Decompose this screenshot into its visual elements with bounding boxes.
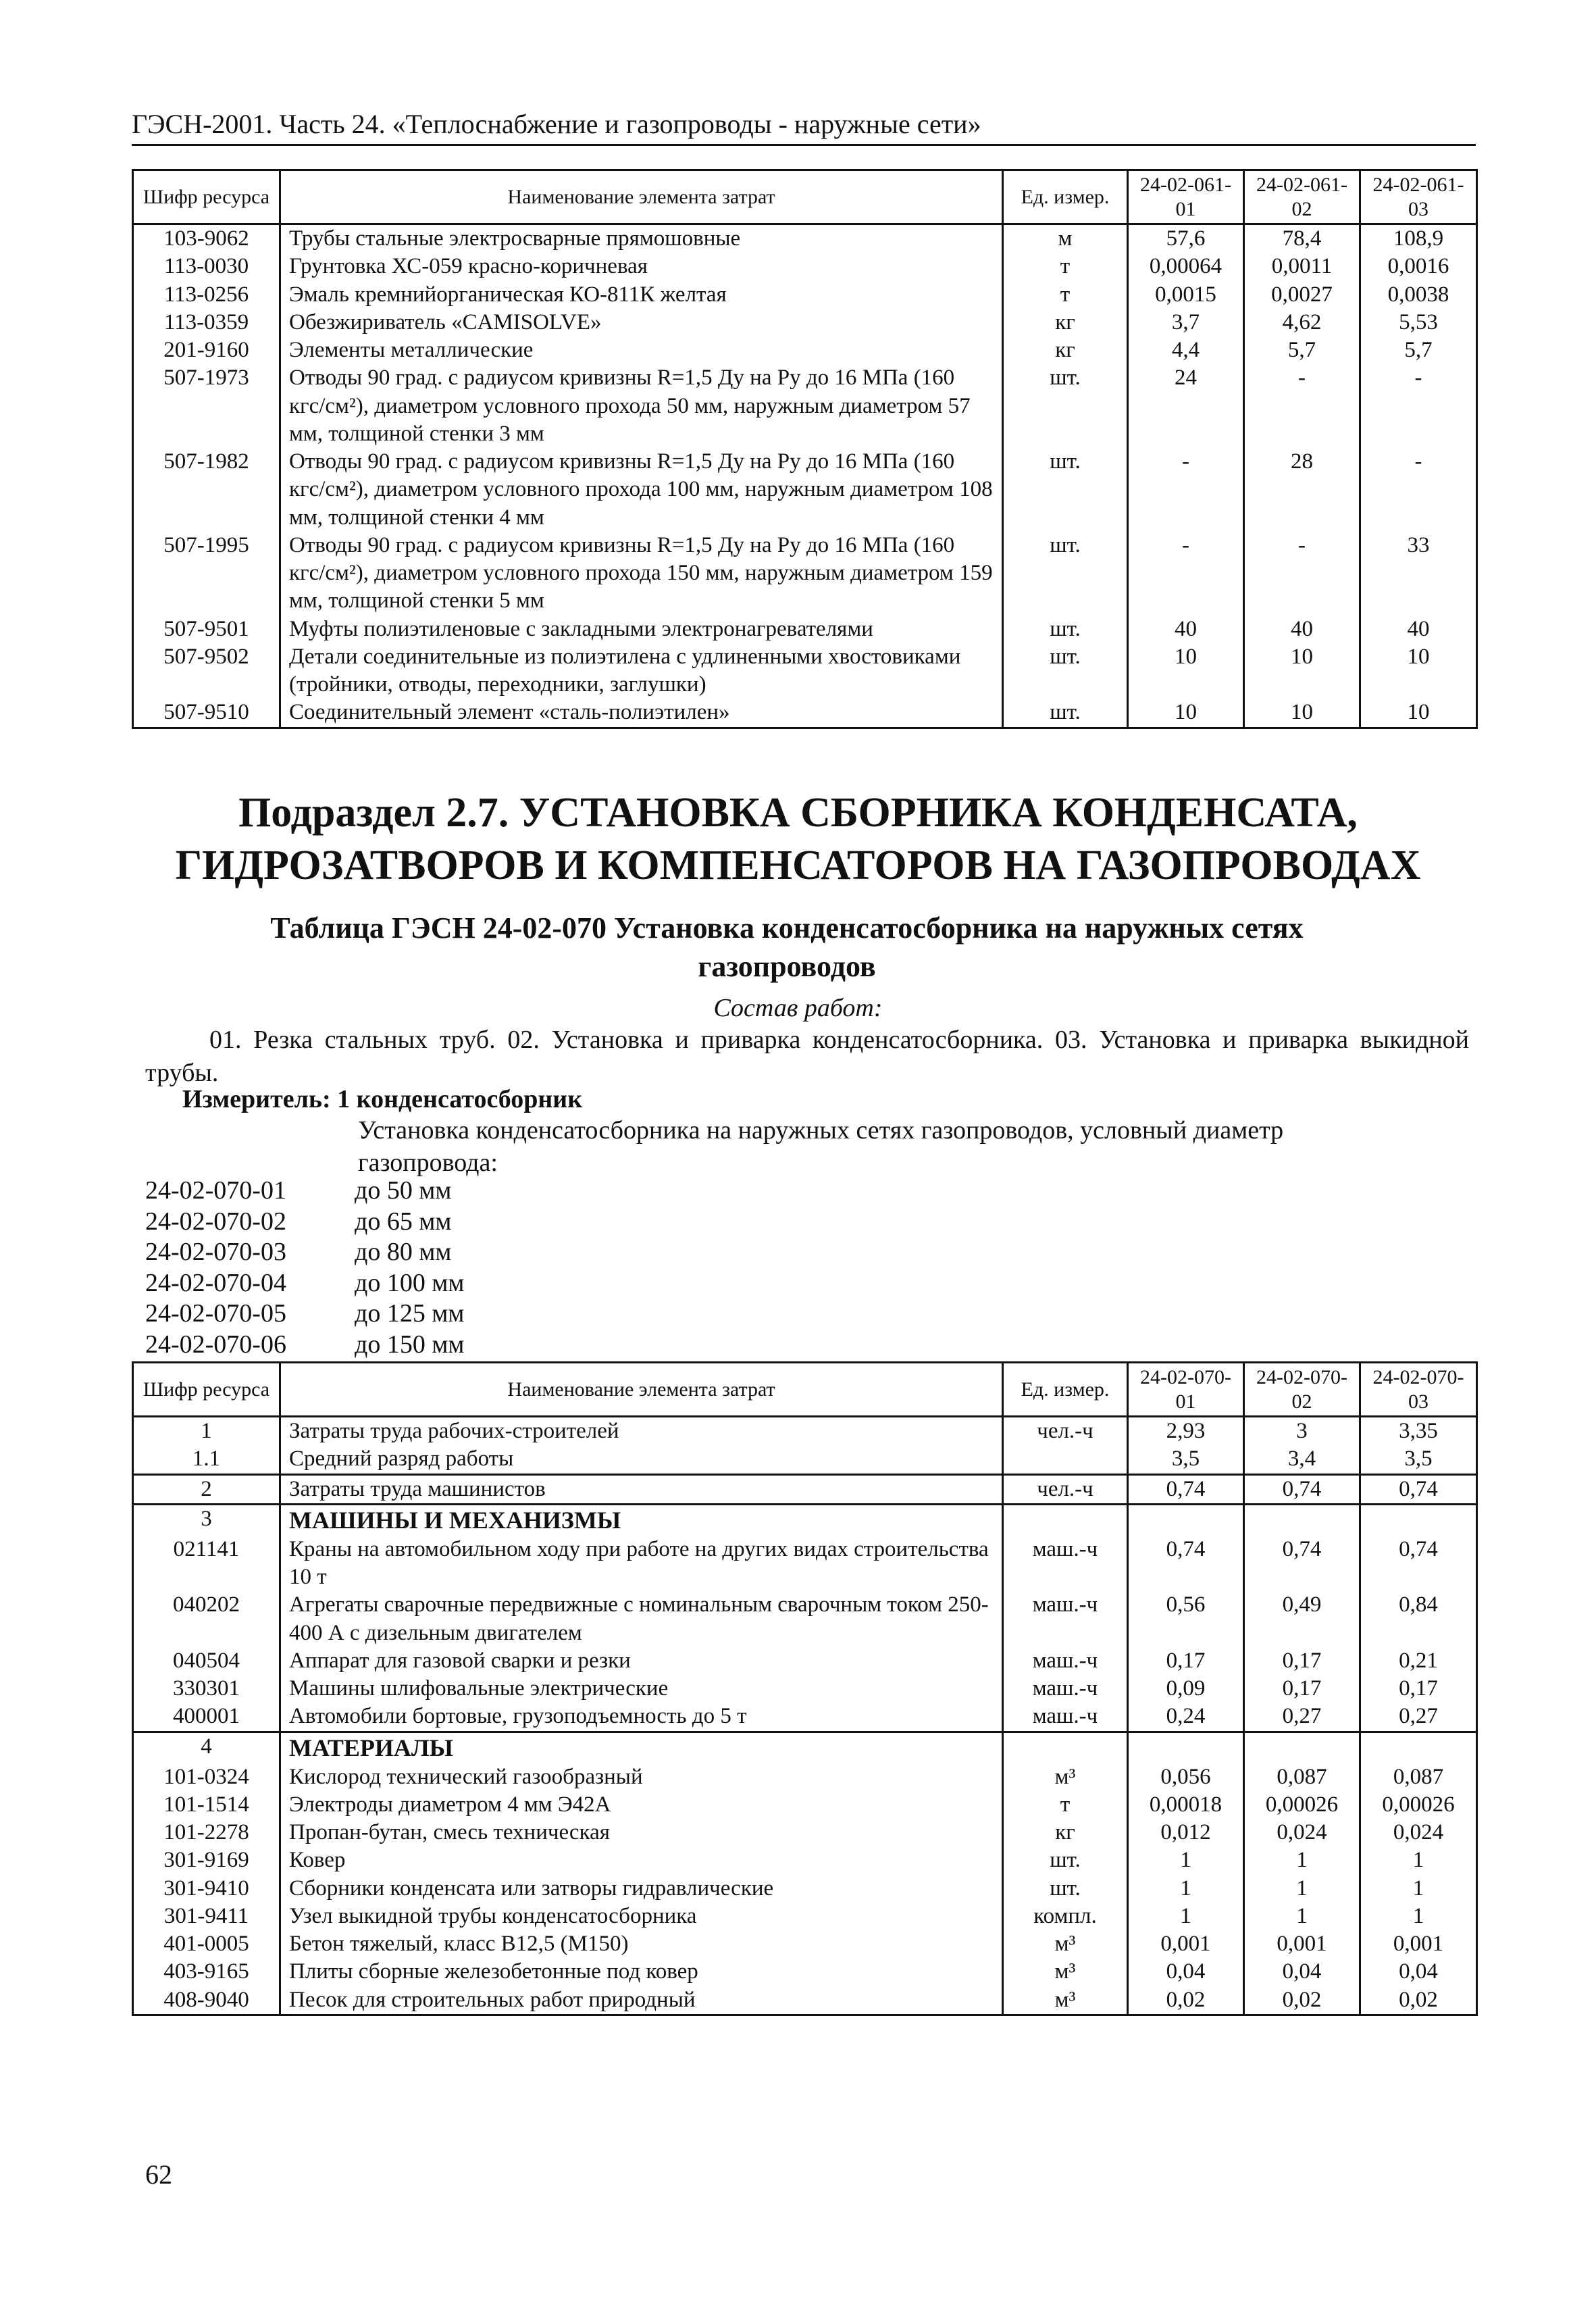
- resource-code: 113-0256: [133, 281, 280, 309]
- resource-code: 201-9160: [133, 336, 280, 364]
- value-col2: 0,02: [1244, 1986, 1360, 2015]
- resource-name: Затраты труда машинистов: [280, 1474, 1003, 1504]
- header-code: Шифр ресурса: [133, 1363, 280, 1417]
- resource-code: 330301: [133, 1675, 280, 1703]
- unit-cell: т: [1003, 1791, 1128, 1819]
- table-title-line1: Таблица ГЭСН 24-02-070 Установка конденсатосборника на наружных сетях: [270, 911, 1304, 945]
- table-row: [133, 1504, 1477, 1536]
- unit-cell: т: [1003, 253, 1128, 280]
- resource-code: 040504: [133, 1647, 280, 1675]
- value-col3: 1: [1360, 1846, 1477, 1874]
- unit-cell: маш.-ч: [1003, 1591, 1128, 1647]
- resource-code: 301-9410: [133, 1875, 280, 1903]
- resource-name: Элементы металлические: [280, 336, 1003, 364]
- unit-cell: м³: [1003, 1930, 1128, 1958]
- resource-name: Кислород технический газообразный: [280, 1763, 1003, 1791]
- resource-code: 4: [133, 1732, 280, 1763]
- table-row: [133, 364, 1477, 448]
- unit-cell: кг: [1003, 309, 1128, 336]
- table-row: [133, 1591, 1477, 1647]
- unit-cell: шт.: [1003, 1846, 1128, 1874]
- table-row: [133, 1986, 1477, 2015]
- unit-cell: шт.: [1003, 643, 1128, 699]
- code-list: [145, 1176, 464, 1360]
- resource-code: 401-0005: [133, 1930, 280, 1958]
- table-header-row: [133, 170, 1477, 224]
- resource-code: 507-9510: [133, 699, 280, 728]
- table-body: [133, 224, 1477, 728]
- unit-cell: м³: [1003, 1986, 1128, 2015]
- value-col1: -: [1128, 448, 1244, 532]
- value-col1: [1128, 1504, 1244, 1536]
- norm-description: до 100 мм: [355, 1268, 465, 1297]
- resource-name: Узел выкидной трубы конденсатосборника: [280, 1903, 1003, 1930]
- code-list-item: [145, 1330, 464, 1361]
- value-col3: 10: [1360, 699, 1477, 728]
- unit-cell: шт.: [1003, 1875, 1128, 1903]
- unit-cell: кг: [1003, 336, 1128, 364]
- resource-name: Отводы 90 град. с радиусом кривизны R=1,5 Ду на Ру до 16 МПа (160 кгс/см²), диаметром условного прохода 50 мм, наружным диаметром 57 мм, толщиной стенки 3 мм: [280, 364, 1003, 448]
- resource-code: 403-9165: [133, 1958, 280, 1986]
- header-col3: 24-02-061-03: [1360, 170, 1477, 224]
- value-col2: 10: [1244, 643, 1360, 699]
- table-row: [133, 1763, 1477, 1791]
- value-col1: [1128, 1732, 1244, 1763]
- unit-cell: шт.: [1003, 532, 1128, 615]
- value-col2: -: [1244, 532, 1360, 615]
- value-col3: 3,5: [1360, 1445, 1477, 1474]
- value-col2: 3,4: [1244, 1445, 1360, 1474]
- value-col1: 10: [1128, 699, 1244, 728]
- unit-cell: [1003, 1732, 1128, 1763]
- table-header-row: [133, 1363, 1477, 1417]
- unit-cell: м³: [1003, 1958, 1128, 1986]
- resource-name: Детали соединительные из полиэтилена с удлиненными хвостовиками (тройники, отводы, переходники, заглушки): [280, 643, 1003, 699]
- resource-name: Агрегаты сварочные передвижные с номинальным сварочным током 250-400 А с дизельным двигателем: [280, 1591, 1003, 1647]
- header-unit: Ед. измер.: [1003, 170, 1128, 224]
- resource-name: Аппарат для газовой сварки и резки: [280, 1647, 1003, 1675]
- value-col2: 1: [1244, 1875, 1360, 1903]
- table-row: [133, 1903, 1477, 1930]
- norm-code: 24-02-070-03: [145, 1238, 286, 1266]
- table-title-line2: газопроводов: [698, 950, 876, 984]
- resource-name: Затраты труда рабочих-строителей: [280, 1417, 1003, 1446]
- table-row: [133, 1675, 1477, 1703]
- resource-code: 507-1982: [133, 448, 280, 532]
- section-title-line2: ГИДРОЗАТВОРОВ И КОМПЕНСАТОРОВ НА ГАЗОПРОВОДАХ: [175, 842, 1421, 888]
- resource-code: 400001: [133, 1703, 280, 1732]
- table-row: [133, 699, 1477, 728]
- norm-description: до 125 мм: [355, 1299, 465, 1328]
- header-unit: Ед. измер.: [1003, 1363, 1128, 1417]
- value-col2: 28: [1244, 448, 1360, 532]
- value-col3: 0,001: [1360, 1930, 1477, 1958]
- resource-code: 1: [133, 1417, 280, 1446]
- value-col1: 0,04: [1128, 1958, 1244, 1986]
- value-col1: 0,17: [1128, 1647, 1244, 1675]
- unit-cell: шт.: [1003, 448, 1128, 532]
- unit-cell: маш.-ч: [1003, 1703, 1128, 1732]
- unit-cell: шт.: [1003, 615, 1128, 643]
- norm-description: до 150 мм: [355, 1330, 465, 1359]
- value-col3: 0,02: [1360, 1986, 1477, 2015]
- table-row: [133, 309, 1477, 336]
- resource-name: Эмаль кремнийорганическая КО-811К желтая: [280, 281, 1003, 309]
- value-col1: 0,02: [1128, 1986, 1244, 2015]
- table-row: [133, 532, 1477, 615]
- table-row: [133, 1647, 1477, 1675]
- value-col3: 0,74: [1360, 1474, 1477, 1504]
- value-col2: 3: [1244, 1417, 1360, 1446]
- table-row: [133, 281, 1477, 309]
- value-col2: [1244, 1504, 1360, 1536]
- value-col3: -: [1360, 448, 1477, 532]
- resource-code: 507-9502: [133, 643, 280, 699]
- value-col1: 0,00064: [1128, 253, 1244, 280]
- norm-description: до 50 мм: [355, 1176, 452, 1205]
- resource-name: Муфты полиэтиленовые с закладными электронагревателями: [280, 615, 1003, 643]
- header-col1: 24-02-061-01: [1128, 170, 1244, 224]
- resource-name: Машины шлифовальные электрические: [280, 1675, 1003, 1703]
- norm-code: 24-02-070-02: [145, 1207, 286, 1236]
- table-row: [133, 615, 1477, 643]
- works-text: 01. Резка стальных труб. 02. Установка и приварка конденсатосборника. 03. Установка и приварка выкидной трубы.: [145, 1026, 1469, 1088]
- value-col2: 0,74: [1244, 1536, 1360, 1592]
- norm-code: 24-02-070-05: [145, 1299, 286, 1328]
- value-col3: [1360, 1504, 1477, 1536]
- norm-code: 24-02-070-06: [145, 1330, 286, 1359]
- table-row: [133, 1445, 1477, 1474]
- unit-cell: м³: [1003, 1763, 1128, 1791]
- resource-name: Ковер: [280, 1846, 1003, 1874]
- resource-name: МАШИНЫ И МЕХАНИЗМЫ: [280, 1504, 1003, 1536]
- resource-name: Обезжириватель «CAMISOLVE»: [280, 309, 1003, 336]
- resource-table-061: [132, 169, 1478, 729]
- unit-cell: кг: [1003, 1819, 1128, 1846]
- value-col2: 10: [1244, 699, 1360, 728]
- table-title: [145, 909, 1428, 986]
- value-col3: 0,84: [1360, 1591, 1477, 1647]
- resource-code: 507-1995: [133, 532, 280, 615]
- resource-name: Электроды диаметром 4 мм Э42А: [280, 1791, 1003, 1819]
- value-col3: 5,7: [1360, 336, 1477, 364]
- code-list-item: [145, 1176, 464, 1207]
- value-col3: 0,087: [1360, 1763, 1477, 1791]
- unit-cell: чел.-ч: [1003, 1474, 1128, 1504]
- code-list-item: [145, 1237, 464, 1268]
- value-col3: [1360, 1732, 1477, 1763]
- value-col2: 40: [1244, 615, 1360, 643]
- table-body: [133, 1417, 1477, 2015]
- value-col3: 0,17: [1360, 1675, 1477, 1703]
- unit-cell: м: [1003, 224, 1128, 253]
- page-number: 62: [145, 2159, 172, 2190]
- resource-name: Средний разряд работы: [280, 1445, 1003, 1474]
- value-col1: 57,6: [1128, 224, 1244, 253]
- resource-code: 301-9169: [133, 1846, 280, 1874]
- resource-name: Соединительный элемент «сталь-полиэтилен»: [280, 699, 1003, 728]
- table-row: [133, 1417, 1477, 1446]
- value-col2: 0,49: [1244, 1591, 1360, 1647]
- resource-name: Сборники конденсата или затворы гидравлические: [280, 1875, 1003, 1903]
- value-col3: 3,35: [1360, 1417, 1477, 1446]
- value-col1: 0,00018: [1128, 1791, 1244, 1819]
- value-col3: 108,9: [1360, 224, 1477, 253]
- value-col1: -: [1128, 532, 1244, 615]
- table-row: [133, 1732, 1477, 1763]
- header-name: Наименование элемента затрат: [280, 1363, 1003, 1417]
- intro-text: Установка конденсатосборника на наружных сетях газопроводов, условный диаметр газопровода:: [358, 1116, 1284, 1177]
- value-col1: 3,5: [1128, 1445, 1244, 1474]
- value-col2: 0,024: [1244, 1819, 1360, 1846]
- value-col3: 0,04: [1360, 1958, 1477, 1986]
- value-col1: 24: [1128, 364, 1244, 448]
- value-col2: 0,17: [1244, 1647, 1360, 1675]
- resource-code: 021141: [133, 1536, 280, 1592]
- resource-code: 113-0359: [133, 309, 280, 336]
- resource-name: Автомобили бортовые, грузоподъемность до 5 т: [280, 1703, 1003, 1732]
- resource-name: Грунтовка ХС-059 красно-коричневая: [280, 253, 1003, 280]
- unit-cell: маш.-ч: [1003, 1647, 1128, 1675]
- value-col3: 33: [1360, 532, 1477, 615]
- value-col1: 1: [1128, 1903, 1244, 1930]
- header-col3: 24-02-070-03: [1360, 1363, 1477, 1417]
- value-col1: 1: [1128, 1846, 1244, 1874]
- norm-description: до 80 мм: [355, 1238, 452, 1266]
- resource-code: 507-1973: [133, 364, 280, 448]
- code-list-item: [145, 1299, 464, 1330]
- resource-name: Отводы 90 град. с радиусом кривизны R=1,5 Ду на Ру до 16 МПа (160 кгс/см²), диаметром условного прохода 100 мм, наружным диаметром 108 мм, толщиной стенки 4 мм: [280, 448, 1003, 532]
- unit-cell: маш.-ч: [1003, 1675, 1128, 1703]
- unit-cell: шт.: [1003, 699, 1128, 728]
- value-col3: 1: [1360, 1903, 1477, 1930]
- resource-name: МАТЕРИАЛЫ: [280, 1732, 1003, 1763]
- table-row: [133, 1846, 1477, 1874]
- value-col2: 5,7: [1244, 336, 1360, 364]
- norm-description: до 65 мм: [355, 1207, 452, 1236]
- table-row: [133, 643, 1477, 699]
- value-col3: 5,53: [1360, 309, 1477, 336]
- resource-name: Песок для строительных работ природный: [280, 1986, 1003, 2015]
- value-col1: 0,001: [1128, 1930, 1244, 1958]
- value-col2: 0,087: [1244, 1763, 1360, 1791]
- unit-cell: [1003, 1445, 1128, 1474]
- value-col2: -: [1244, 364, 1360, 448]
- resource-code: 1.1: [133, 1445, 280, 1474]
- value-col2: 0,001: [1244, 1930, 1360, 1958]
- resource-name: Краны на автомобильном ходу при работе на других видах строительства 10 т: [280, 1536, 1003, 1592]
- table-row: [133, 1791, 1477, 1819]
- value-col1: 0,012: [1128, 1819, 1244, 1846]
- value-col1: 0,24: [1128, 1703, 1244, 1732]
- header-col2: 24-02-061-02: [1244, 170, 1360, 224]
- value-col1: 0,56: [1128, 1591, 1244, 1647]
- resource-table-070: [132, 1361, 1478, 2016]
- unit-cell: шт.: [1003, 364, 1128, 448]
- table-row: [133, 1536, 1477, 1592]
- unit-cell: компл.: [1003, 1903, 1128, 1930]
- resource-name: Бетон тяжелый, класс В12,5 (М150): [280, 1930, 1003, 1958]
- value-col1: 0,09: [1128, 1675, 1244, 1703]
- value-col2: 4,62: [1244, 309, 1360, 336]
- value-col2: 0,00026: [1244, 1791, 1360, 1819]
- resource-code: 040202: [133, 1591, 280, 1647]
- value-col1: 1: [1128, 1875, 1244, 1903]
- value-col1: 0,74: [1128, 1536, 1244, 1592]
- value-col2: 0,0011: [1244, 253, 1360, 280]
- value-col2: 0,27: [1244, 1703, 1360, 1732]
- table-row: [133, 224, 1477, 253]
- value-col3: 0,74: [1360, 1536, 1477, 1592]
- table-row: [133, 1819, 1477, 1846]
- resource-code: 103-9062: [133, 224, 280, 253]
- header-col2: 24-02-070-02: [1244, 1363, 1360, 1417]
- resource-code: 507-9501: [133, 615, 280, 643]
- table-row: [133, 253, 1477, 280]
- resource-name: Пропан-бутан, смесь техническая: [280, 1819, 1003, 1846]
- resource-code: 3: [133, 1504, 280, 1536]
- value-col2: 0,74: [1244, 1474, 1360, 1504]
- value-col3: 0,0016: [1360, 253, 1477, 280]
- table-row: [133, 1474, 1477, 1504]
- value-col2: 1: [1244, 1903, 1360, 1930]
- running-header: ГЭСН-2001. Часть 24. «Теплоснабжение и газопроводы - наружные сети»: [132, 109, 981, 139]
- resource-name: Плиты сборные железобетонные под ковер: [280, 1958, 1003, 1986]
- value-col1: 40: [1128, 615, 1244, 643]
- value-col1: 0,0015: [1128, 281, 1244, 309]
- resource-code: 113-0030: [133, 253, 280, 280]
- resource-code: 101-1514: [133, 1791, 280, 1819]
- value-col1: 4,4: [1128, 336, 1244, 364]
- value-col1: 0,74: [1128, 1474, 1244, 1504]
- value-col3: 0,024: [1360, 1819, 1477, 1846]
- value-col2: [1244, 1732, 1360, 1763]
- table-row: [133, 1703, 1477, 1732]
- table-row: [133, 1875, 1477, 1903]
- unit-cell: чел.-ч: [1003, 1417, 1128, 1446]
- resource-code: 2: [133, 1474, 280, 1504]
- works-heading: Состав работ:: [713, 994, 883, 1022]
- value-col3: 1: [1360, 1875, 1477, 1903]
- value-col2: 0,04: [1244, 1958, 1360, 1986]
- resource-name: Отводы 90 град. с радиусом кривизны R=1,5 Ду на Ру до 16 МПа (160 кгс/см²), диаметром условного прохода 150 мм, наружным диаметром 159 мм, толщиной стенки 5 мм: [280, 532, 1003, 615]
- value-col1: 2,93: [1128, 1417, 1244, 1446]
- value-col3: 0,27: [1360, 1703, 1477, 1732]
- table-row: [133, 448, 1477, 532]
- resource-code: 101-2278: [133, 1819, 280, 1846]
- header-name: Наименование элемента затрат: [280, 170, 1003, 224]
- value-col2: 78,4: [1244, 224, 1360, 253]
- value-col1: 0,056: [1128, 1763, 1244, 1791]
- header-col1: 24-02-070-01: [1128, 1363, 1244, 1417]
- value-col3: 0,00026: [1360, 1791, 1477, 1819]
- section-title: [0, 787, 1596, 892]
- unit-cell: [1003, 1504, 1128, 1536]
- code-list-item: [145, 1207, 464, 1238]
- value-col3: 0,0038: [1360, 281, 1477, 309]
- value-col2: 1: [1244, 1846, 1360, 1874]
- resource-code: 408-9040: [133, 1986, 280, 2015]
- header-code: Шифр ресурса: [133, 170, 280, 224]
- unit-cell: т: [1003, 281, 1128, 309]
- resource-code: 301-9411: [133, 1903, 280, 1930]
- meter-line: Измеритель: 1 конденсатосборник: [182, 1085, 583, 1113]
- norm-code: 24-02-070-01: [145, 1176, 286, 1205]
- code-list-item: [145, 1268, 464, 1299]
- header-rule: [132, 144, 1476, 146]
- value-col3: 40: [1360, 615, 1477, 643]
- value-col3: 10: [1360, 643, 1477, 699]
- unit-cell: маш.-ч: [1003, 1536, 1128, 1592]
- value-col1: 3,7: [1128, 309, 1244, 336]
- value-col2: 0,17: [1244, 1675, 1360, 1703]
- resource-name: Трубы стальные электросварные прямошовные: [280, 224, 1003, 253]
- section-title-line1: Подраздел 2.7. УСТАНОВКА СБОРНИКА КОНДЕНСАТА,: [238, 790, 1358, 836]
- table-row: [133, 1958, 1477, 1986]
- table-row: [133, 1930, 1477, 1958]
- value-col2: 0,0027: [1244, 281, 1360, 309]
- norm-code: 24-02-070-04: [145, 1268, 286, 1297]
- value-col3: -: [1360, 364, 1477, 448]
- value-col1: 10: [1128, 643, 1244, 699]
- value-col3: 0,21: [1360, 1647, 1477, 1675]
- resource-code: 101-0324: [133, 1763, 280, 1791]
- table-row: [133, 336, 1477, 364]
